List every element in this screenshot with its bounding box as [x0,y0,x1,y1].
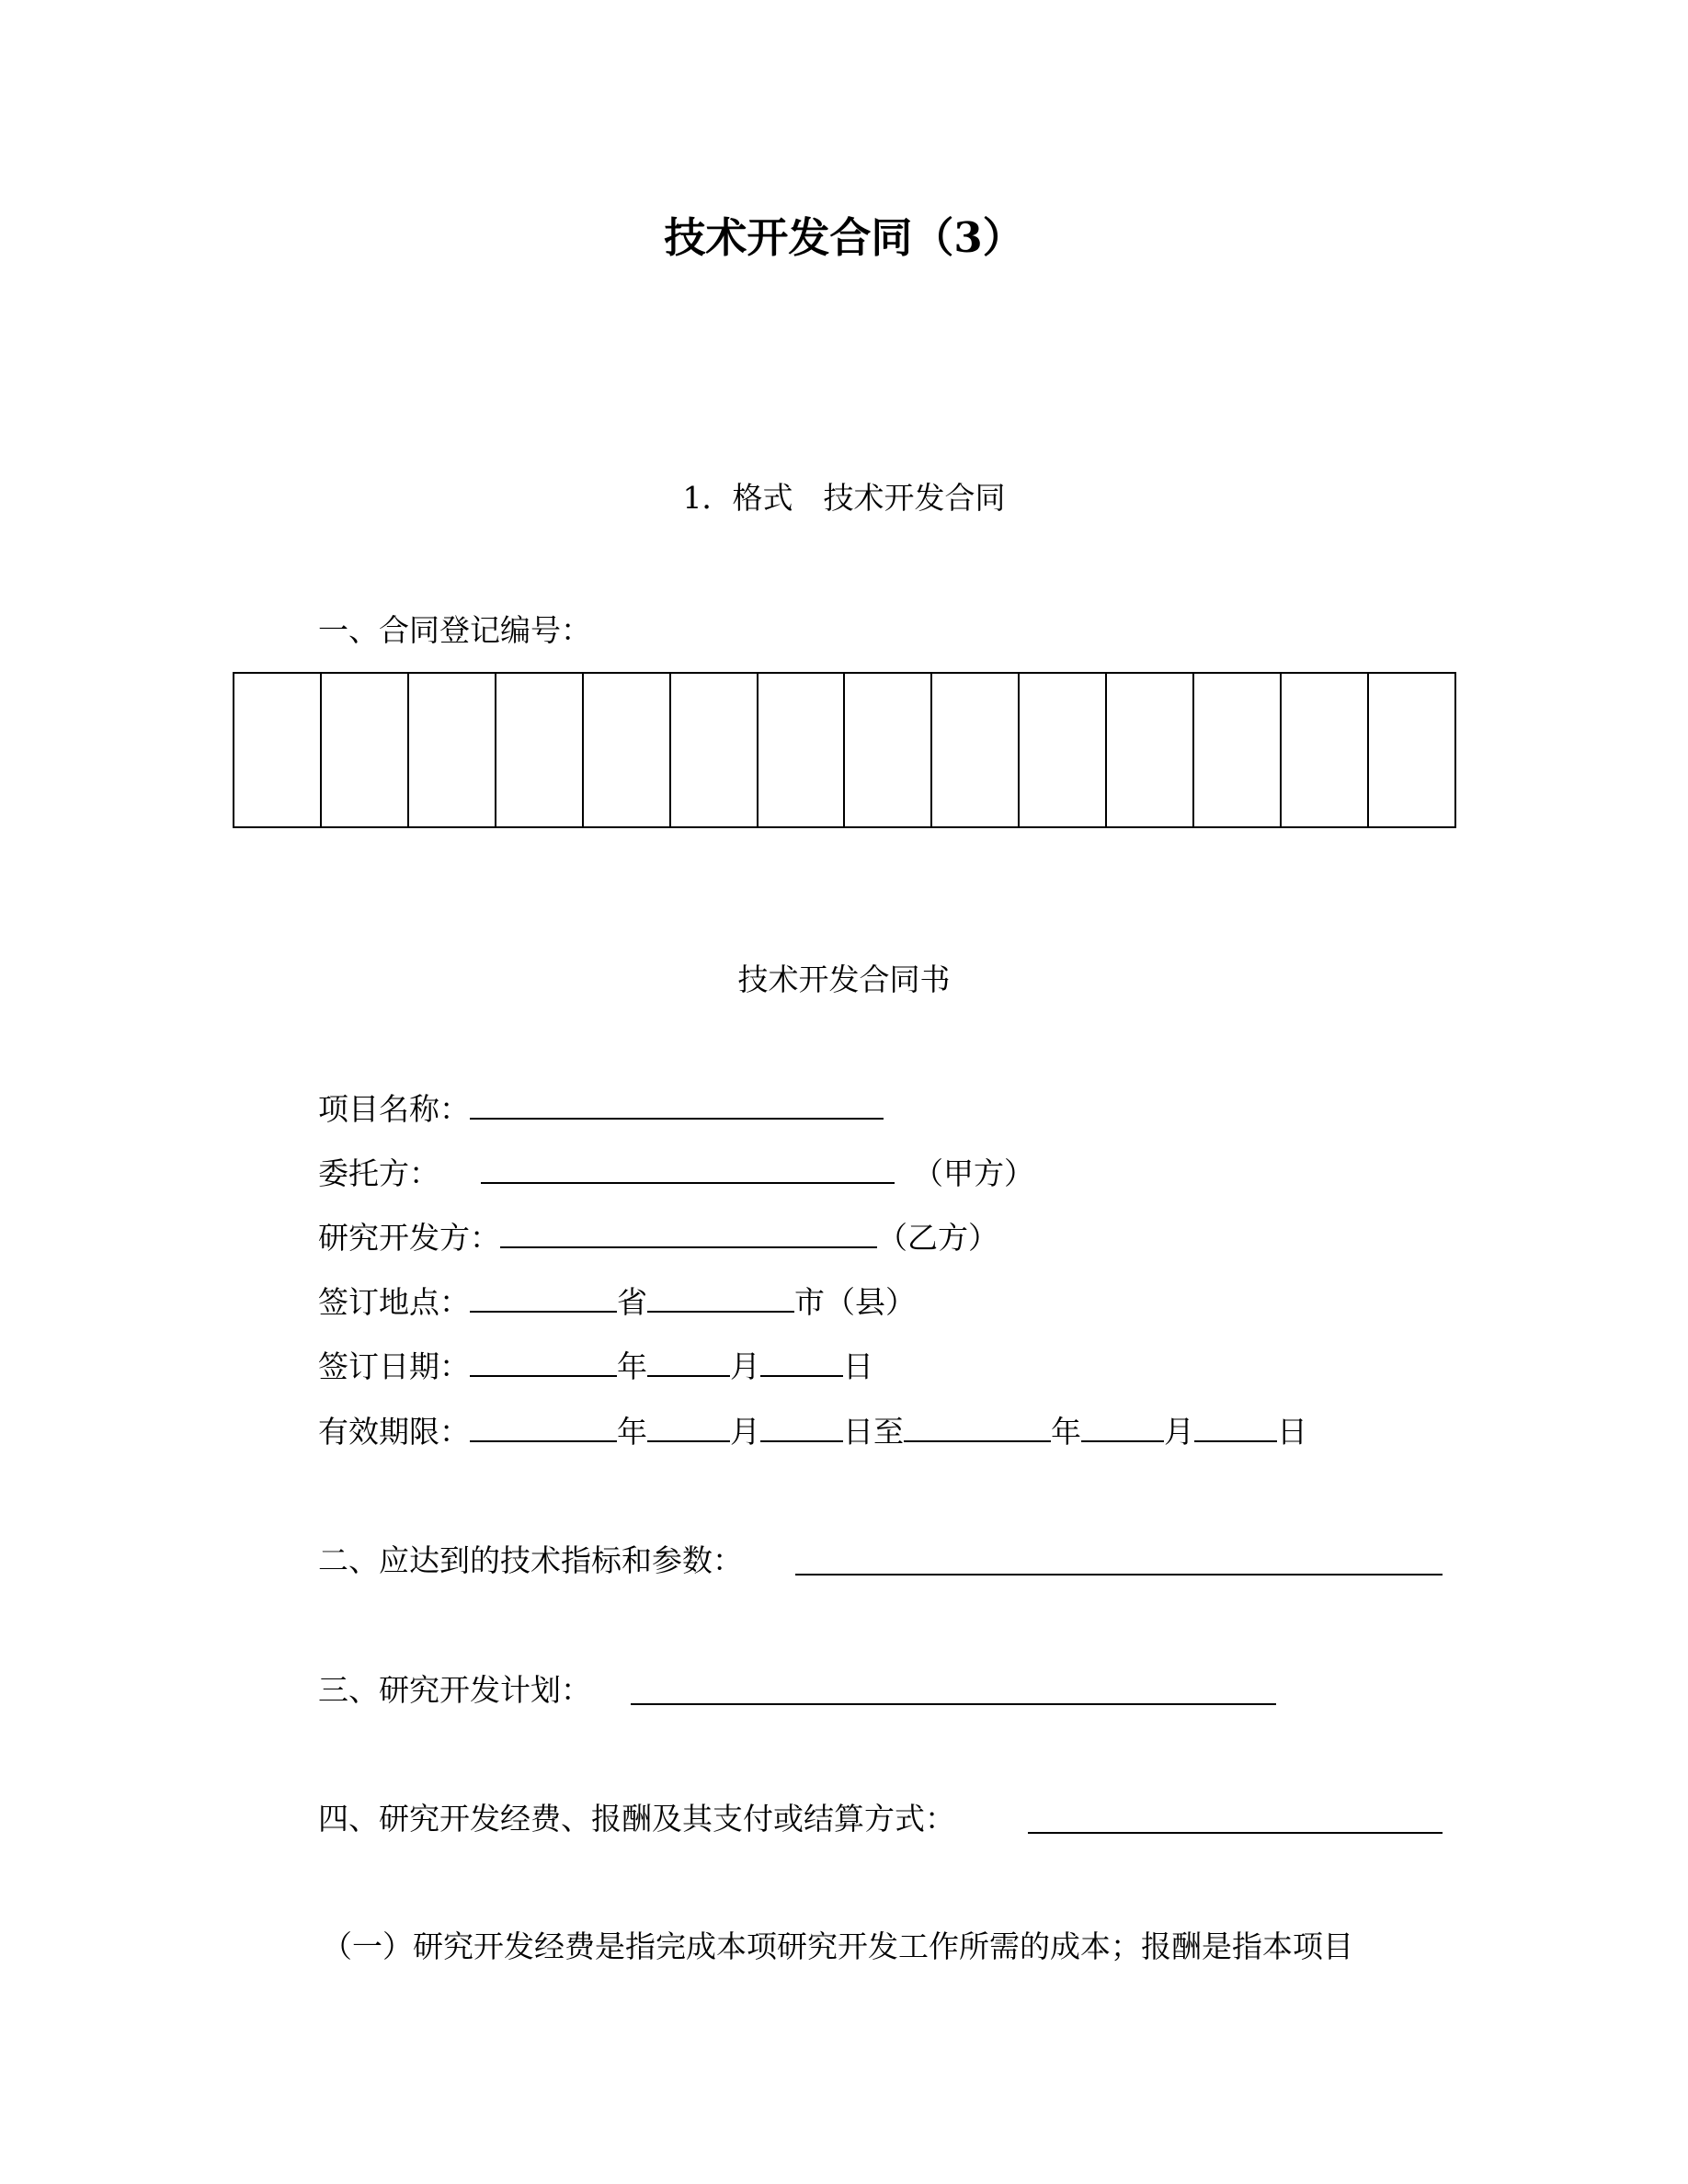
registration-digit-cell[interactable] [1368,673,1455,827]
registration-number-table [233,672,1456,828]
month-label: 月 [730,1348,760,1384]
contract-subtitle: 技术开发合同书 [737,961,951,997]
section-4-label: 四、研究开发经费、报酬及其支付或结算方式： [318,1801,955,1837]
end-year-blank[interactable] [904,1413,1051,1442]
day-to-label: 日至 [843,1414,904,1450]
project-name-field [318,1090,884,1128]
registration-digit-cell[interactable] [1106,673,1193,827]
registration-digit-cell[interactable] [1281,673,1368,827]
registration-digit-cell[interactable] [670,673,758,827]
end-month-blank[interactable] [1081,1413,1164,1442]
year-label: 年 [617,1414,647,1450]
end-day-blank[interactable] [1194,1413,1277,1442]
project-name-label: 项目名称： [318,1091,470,1127]
month-blank[interactable] [647,1348,730,1377]
section-2-label: 二、应达到的技术指标和参数： [318,1542,743,1578]
year-label: 年 [1051,1414,1081,1450]
client-blank[interactable] [481,1155,895,1184]
registration-digit-cell[interactable] [1019,673,1106,827]
developer-field [318,1219,998,1257]
date-field [318,1348,873,1385]
registration-digit-cell[interactable] [844,673,931,827]
month-label: 月 [730,1414,760,1450]
validity-label: 有效期限： [318,1414,470,1450]
year-label: 年 [617,1348,647,1384]
format-heading: 1．格式 技术开发合同 [682,480,1006,516]
client-label: 委托方： [318,1155,439,1191]
developer-blank[interactable] [500,1219,877,1248]
registration-digit-cell[interactable] [583,673,670,827]
paragraph-1: （一）研究开发经费是指完成本项研究开发工作所需的成本；报酬是指本项目 [322,1928,1353,1964]
registration-digit-cell[interactable] [1193,673,1281,827]
registration-digit-cell[interactable] [321,673,408,827]
validity-field [318,1413,1307,1450]
place-field [318,1283,916,1321]
section-3-blank[interactable] [631,1703,1276,1705]
city-blank[interactable] [647,1283,794,1313]
registration-digit-cell[interactable] [496,673,583,827]
start-day-blank[interactable] [760,1413,843,1442]
year-blank[interactable] [470,1348,617,1377]
day-label: 日 [843,1348,873,1384]
project-name-blank[interactable] [470,1090,884,1120]
start-year-blank[interactable] [470,1413,617,1442]
developer-suffix: （乙方） [877,1220,998,1256]
province-blank[interactable] [470,1283,617,1313]
date-label: 签订日期： [318,1348,470,1384]
client-field [318,1155,1034,1192]
section-4-blank[interactable] [1028,1832,1443,1834]
day-label: 日 [1277,1414,1307,1450]
section-3 [318,1672,591,1709]
client-suffix: （甲方） [913,1155,1034,1191]
registration-label: 一、合同登记编号： [318,612,591,648]
start-month-blank[interactable] [647,1413,730,1442]
registration-digit-cell[interactable] [234,673,321,827]
section-3-label: 三、研究开发计划： [318,1672,591,1708]
registration-digit-cell[interactable] [931,673,1019,827]
registration-digit-cell[interactable] [408,673,496,827]
section-2 [318,1542,743,1579]
city-label: 市（县） [794,1284,916,1320]
registration-digit-cell[interactable] [758,673,845,827]
province-label: 省 [617,1284,647,1320]
month-label: 月 [1164,1414,1194,1450]
section-2-blank[interactable] [795,1574,1443,1575]
section-4 [318,1801,955,1837]
developer-label: 研究开发方： [318,1220,500,1256]
day-blank[interactable] [760,1348,843,1377]
document-title: 技术开发合同（3） [664,213,1024,262]
place-label: 签订地点： [318,1284,470,1320]
